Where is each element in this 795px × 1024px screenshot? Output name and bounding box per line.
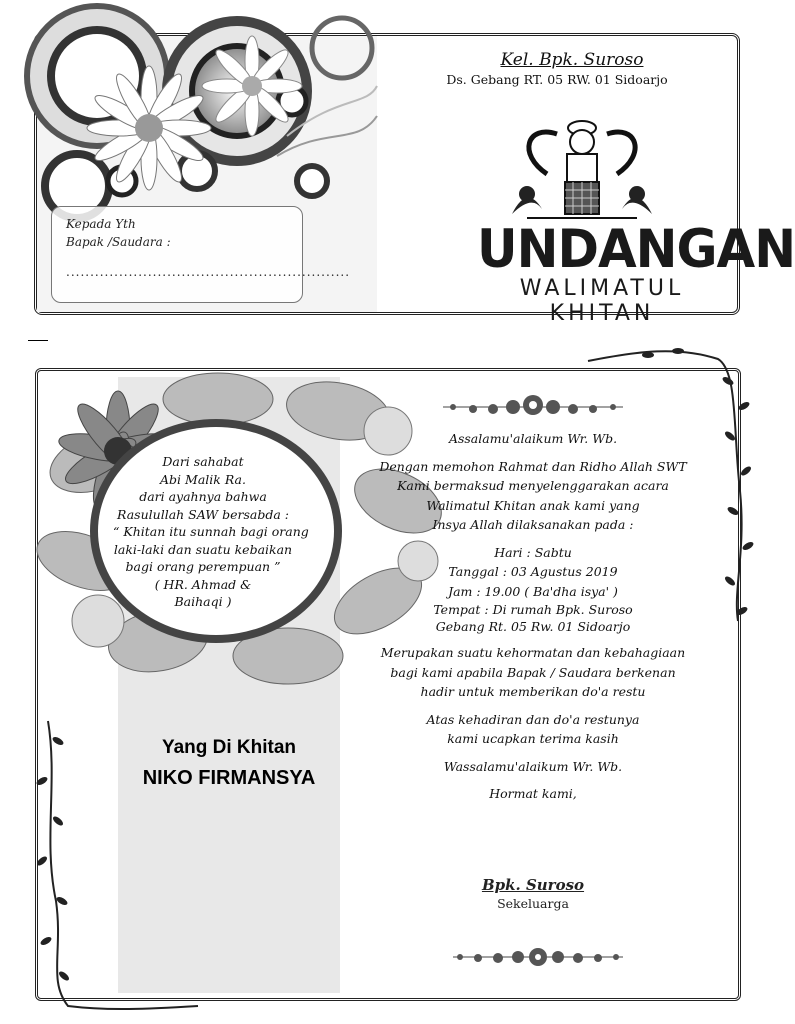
child-label: Yang Di Khitan	[161, 737, 297, 758]
event-date: Tanggal : 03 Agustus 2019	[448, 564, 618, 579]
invitation-subtitle: WALIMATUL KHITAN	[519, 276, 685, 326]
event-place: Tempat : Di rumah Bpk. Suroso	[433, 602, 633, 617]
signature-name: Bpk. Suroso	[481, 876, 585, 894]
hadith-line: “ Khitan itu sunnah bagi orang	[113, 524, 309, 539]
signature-subtitle: Sekeluarga	[497, 896, 569, 911]
event-time: Jam : 19.00 ( Ba'dha isya' )	[448, 583, 618, 599]
hadith-line: Dari sahabat	[162, 454, 244, 469]
recipient-blank-line: ...........................................................	[66, 265, 351, 279]
greeting: Assalamu'alaikum Wr. Wb.	[448, 431, 618, 446]
invitation-body	[363, 429, 703, 804]
left-vine-decoration	[28, 721, 88, 1011]
hadith-line: Rasulullah SAW bersabda :	[117, 506, 289, 522]
intro-line: Dengan memohon Rahmat dan Ridho Allah SWT	[379, 458, 687, 474]
hadith-line: laki-laki dan suatu kebaikan	[113, 541, 293, 557]
event-day: Hari : Sabtu	[494, 544, 572, 560]
family-name: Kel. Bpk. Suroso	[500, 50, 644, 70]
hadith-quote	[113, 453, 309, 611]
right-vine-decoration	[678, 351, 758, 631]
bottom-ornament	[448, 937, 628, 977]
cut-mark	[28, 340, 48, 341]
recipient-label: Bapak /Saudara :	[66, 235, 171, 249]
intro-line: Walimatul Khitan anak kami yang	[426, 497, 640, 513]
honor-line: bagi kami apabila Bapak / Saudara berkenan	[390, 664, 676, 680]
child-name: NIKO FIRMANSYA	[142, 767, 316, 789]
closing-greeting: Wassalamu'alaikum Wr. Wb.	[443, 758, 623, 774]
thanks-line: Atas kehadiran dan do'a restunya	[426, 711, 640, 727]
boy-cartoon-logo	[507, 114, 657, 224]
hadith-line: Baihaqi )	[174, 594, 232, 609]
intro-line: Insya Allah dilaksanakan pada :	[432, 517, 634, 532]
recipient-box	[51, 206, 351, 303]
hadith-line: bagi orang perempuan ”	[125, 559, 281, 574]
invitation-title: UNDANGAN	[477, 218, 795, 280]
recipient-salutation: Kepada Yth	[66, 217, 136, 231]
honor-line: hadir untuk memberikan do'a restu	[420, 684, 646, 699]
envelope-card	[34, 33, 795, 326]
hadith-line: dari ayahnya bahwa	[139, 489, 267, 504]
family-address: Ds. Gebang RT. 05 RW. 01 Sidoarjo	[446, 72, 668, 87]
event-address: Gebang Rt. 05 Rw. 01 Sidoarjo	[435, 619, 631, 634]
intro-line: Kami bermaksud menyelenggarakan acara	[397, 478, 669, 493]
honor-line: Merupakan suatu kehormatan dan kebahagiaan	[380, 645, 686, 660]
invitation-card	[35, 368, 741, 1001]
hadith-line: Abi Malik Ra.	[160, 471, 246, 487]
top-ornament	[438, 387, 628, 427]
regards: Hormat kami,	[489, 786, 577, 801]
hadith-line: ( HR. Ahmad &	[154, 576, 252, 592]
thanks-line: kami ucapkan terima kasih	[447, 731, 619, 746]
